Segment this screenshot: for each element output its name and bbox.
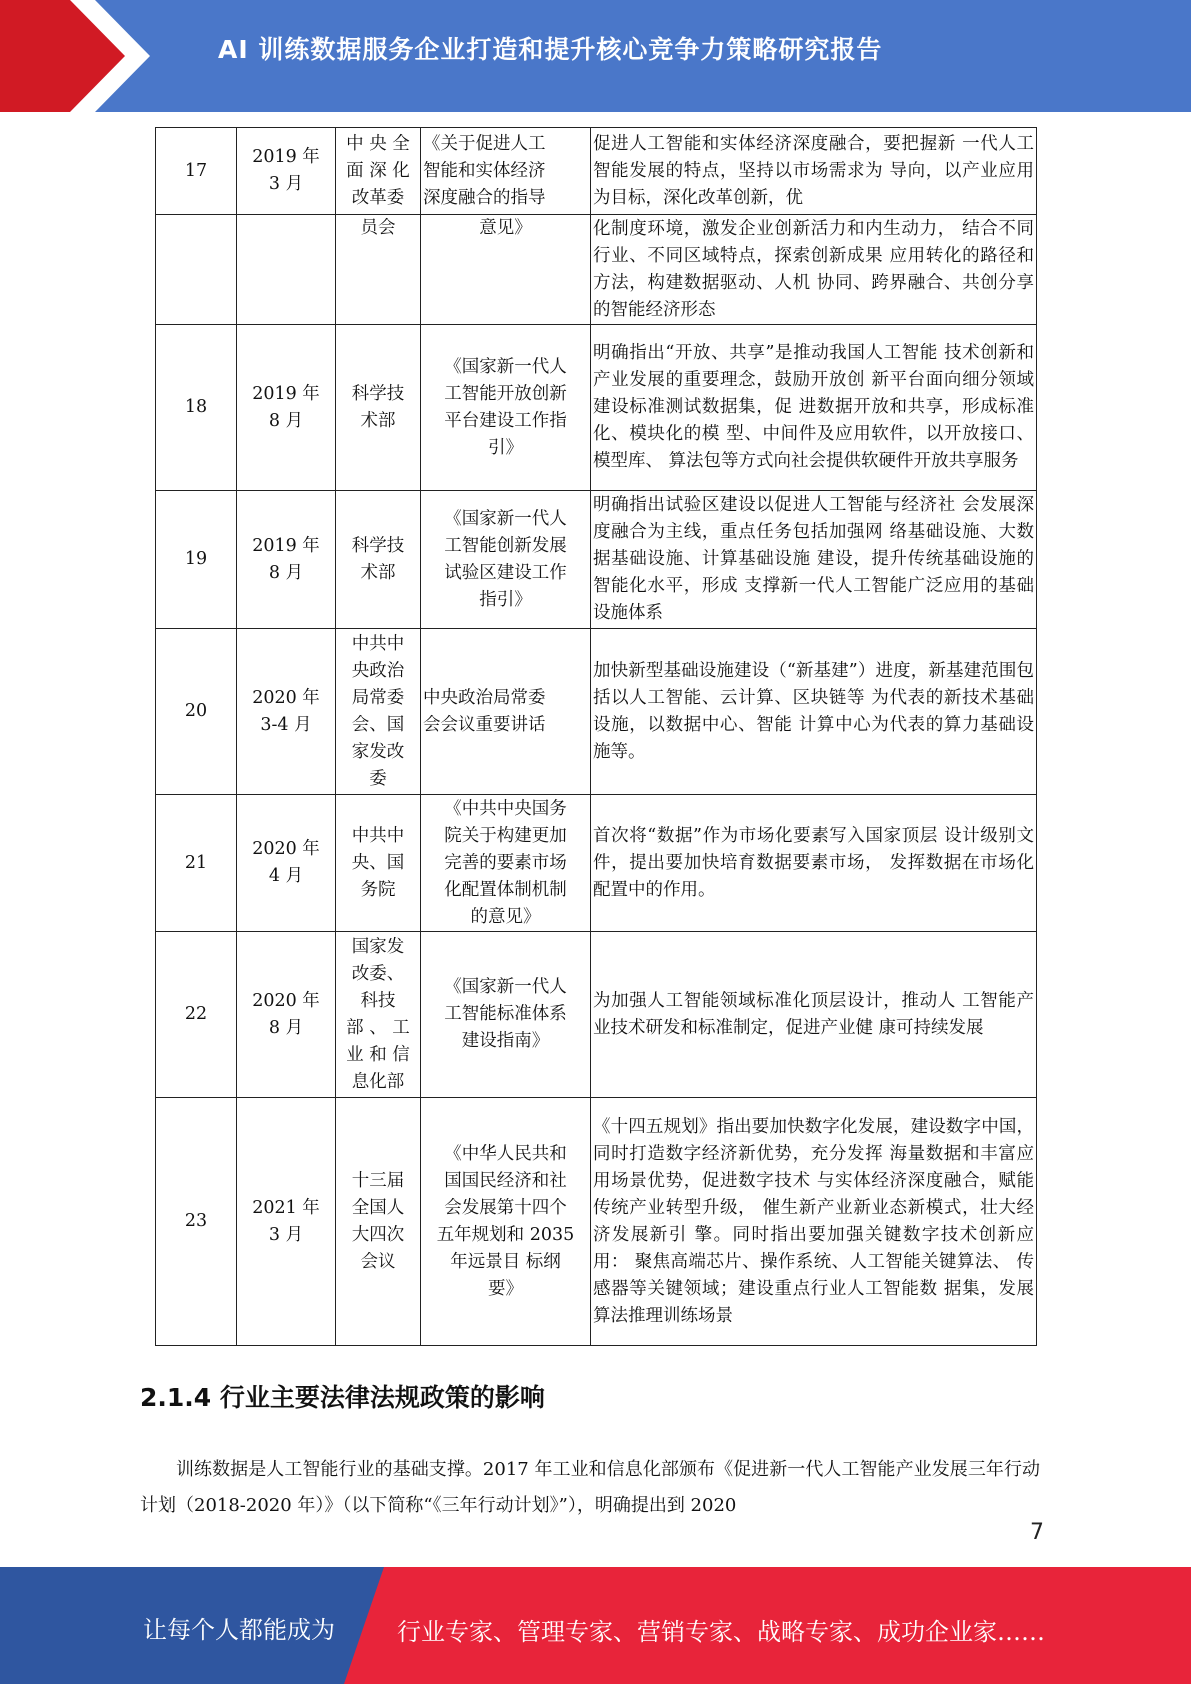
description-cell: 首次将“数据”作为市场化要素写入国家顶层 设计级别文件，提出要加快培育数据要素市场， 发挥数据在市场化配置中的作用。 <box>591 795 1037 932</box>
date-cell-line: 2019 年 <box>252 383 320 404</box>
row-number-cell: 18 <box>156 325 237 491</box>
department-cell-line: 息化部 <box>351 1071 405 1092</box>
document-cell-line: 工智能开放创新 <box>444 383 567 404</box>
date-cell-line: 3 月 <box>268 1224 304 1245</box>
department-cell-line: 国家发 <box>351 936 405 957</box>
department-cell-line: 科技 <box>360 990 396 1011</box>
department-cell-line: 会议 <box>360 1251 396 1272</box>
document-cell-line: 《国家新一代人 <box>444 977 567 997</box>
row-number-cell <box>156 215 237 325</box>
department-cell-line: 面 深 化 <box>346 160 410 181</box>
document-cell-line: 《关于促进人工 <box>423 133 546 154</box>
document-cell <box>421 795 591 932</box>
document-cell <box>421 491 591 629</box>
department-cell-line: 改革委 <box>351 187 405 208</box>
department-cell <box>336 325 421 491</box>
date-cell-line: 2020 年 <box>252 687 320 708</box>
description-cell: 化制度环境，激发企业创新活力和内生动力， 结合不同行业、不同区域特点，探索创新成果 应用转化的路径和方法，构建数据驱动、人机 协同、跨界融合、共创分享的智能经济形态 <box>591 215 1037 325</box>
row-number-cell: 19 <box>156 491 237 629</box>
department-cell-line: 部 、 工 <box>346 1017 410 1038</box>
department-cell-line: 委 <box>369 768 387 789</box>
department-cell <box>336 795 421 932</box>
description-cell: 促进人工智能和实体经济深度融合，要把握新 一代人工智能发展的特点，坚持以市场需求为 导向，以产业应用为目标，深化改革创新，优 <box>591 128 1037 215</box>
date-cell <box>237 325 336 491</box>
date-cell-line: 8 月 <box>268 562 304 583</box>
document-cell-line: 引》 <box>488 437 523 458</box>
department-cell-line: 央、国 <box>351 852 405 873</box>
table-row <box>156 491 1037 629</box>
description-cell: 《十四五规划》指出要加快数字化发展，建设数字中国，同时打造数字经济新优势，充分发挥 海量数据和丰富应用场景优势，促进数字技术 与实体经济深度融合，赋能传统产业转型升级， 催生新产业新业态新模式，壮大经济发展新引 擎。同时指出要加强关键数字技术创新应用： 聚焦高端芯片、操作系统、人工智能关键算法、 传感器等关键领域；建设重点行业人工智能数 据集，发展算法推理训练场景 <box>591 1098 1037 1346</box>
date-cell-line: 8 月 <box>268 410 304 431</box>
table-row <box>156 795 1037 932</box>
date-cell-line: 8 月 <box>268 1017 304 1038</box>
date-cell <box>237 491 336 629</box>
department-cell-line: 中 央 全 <box>346 133 410 154</box>
policy-table <box>155 127 1037 1346</box>
table-row <box>156 215 1037 325</box>
document-cell-line: 平台建设工作指 <box>444 410 567 431</box>
date-cell-line: 2020 年 <box>252 839 320 859</box>
date-cell <box>237 1098 336 1346</box>
department-cell-line: 局常委 <box>351 687 405 708</box>
document-cell-line: 智能和实体经济 <box>423 160 546 181</box>
document-cell-line: 院关于构建更加 <box>444 825 567 846</box>
department-cell-line: 大四次 <box>351 1224 405 1245</box>
document-cell <box>421 629 591 795</box>
department-cell <box>336 629 421 795</box>
document-cell-line: 《国家新一代人 <box>444 356 567 377</box>
document-cell-line: 指引》 <box>479 589 532 610</box>
date-cell-line: 2020 年 <box>252 990 320 1011</box>
department-cell-line: 会、国 <box>351 714 405 735</box>
header-red-chevron-icon <box>0 0 160 112</box>
document-cell-line: 《国家新一代人 <box>444 508 567 529</box>
department-cell <box>336 215 421 325</box>
document-cell-line: 工智能标准体系 <box>444 1004 567 1024</box>
department-cell-line: 科学技 <box>351 383 405 404</box>
row-number-cell: 21 <box>156 795 237 932</box>
document-cell-line: 会发展第十四个 <box>444 1197 567 1218</box>
section-heading: 2.1.4 行业主要法律法规政策的影响 <box>140 1383 545 1412</box>
row-number-cell: 23 <box>156 1098 237 1346</box>
document-cell-line: 深度融合的指导 <box>423 187 546 208</box>
date-cell-line: 3 月 <box>268 174 304 194</box>
description-cell: 明确指出试验区建设以促进人工智能与经济社 会发展深度融合为主线，重点任务包括加强网 络基础设施、大数据基础设施、计算基础设施 建设，提升传统基础设施的智能化水平，形成 支撑新一代人工智能广泛应用的基础设施体系 <box>591 491 1037 629</box>
date-cell <box>237 795 336 932</box>
date-cell <box>237 128 336 215</box>
footer-slogan-right: 行业专家、管理专家、营销专家、战略专家、成功企业家…… <box>397 1618 1045 1646</box>
document-cell-line: 工智能创新发展 <box>444 535 567 556</box>
document-cell-line: 完善的要素市场 <box>444 852 567 873</box>
document-cell <box>421 215 591 325</box>
document-cell-line: 会会议重要讲话 <box>423 714 546 735</box>
row-number-cell: 20 <box>156 629 237 795</box>
document-cell-line: 化配置体制机制 <box>444 879 567 900</box>
department-cell-line: 全国人 <box>351 1197 405 1218</box>
date-cell-line: 4 月 <box>268 866 304 886</box>
document-cell <box>421 1098 591 1346</box>
department-cell-line: 术部 <box>360 410 396 431</box>
document-cell <box>421 325 591 491</box>
date-cell-line: 3-4 月 <box>260 714 312 735</box>
table-row <box>156 629 1037 795</box>
document-cell-line: 中央政治局常委 <box>423 687 546 708</box>
description-cell: 明确指出“开放、共享”是推动我国人工智能 技术创新和产业发展的重要理念，鼓励开放创 新平台面向细分领域建设标准测试数据集，促 进数据开放和共享，形成标准化、模块化的模 型、中间件及应用软件，以开放接口、模型库、 算法包等方式向社会提供软硬件开放共享服务 <box>591 325 1037 491</box>
document-cell <box>421 932 591 1098</box>
department-cell <box>336 932 421 1098</box>
page-footer <box>0 1567 1191 1684</box>
department-cell <box>336 491 421 629</box>
department-cell-line: 中共中 <box>351 633 405 654</box>
document-cell-line: 的意见》 <box>470 906 541 927</box>
department-cell-line: 科学技 <box>351 535 405 556</box>
department-cell <box>336 1098 421 1346</box>
department-cell-line: 术部 <box>360 562 396 583</box>
table-row <box>156 1098 1037 1346</box>
row-number-cell: 17 <box>156 128 237 215</box>
date-cell-line: 2021 年 <box>252 1197 320 1218</box>
body-paragraph: 训练数据是人工智能行业的基础支撑。2017 年工业和信息化部颁布《促进新一代人工智能产业发展三年行动计划（2018-2020 年）》（以下简称“《三年行动计划》”），明确提出到 2020 <box>140 1459 1040 1516</box>
page-number: 7 <box>1030 1520 1044 1545</box>
table-row <box>156 325 1037 491</box>
table-row <box>156 932 1037 1098</box>
header-title: AI 训练数据服务企业打造和提升核心竞争力策略研究报告 <box>218 35 883 64</box>
document-cell <box>421 128 591 215</box>
date-cell-line: 2019 年 <box>252 147 320 167</box>
description-cell: 加快新型基础设施建设（“新基建”）进度，新基建范围包括以人工智能、云计算、区块链等 为代表的新技术基础设施，以数据中心、智能 计算中心为代表的算力基础设施等。 <box>591 629 1037 795</box>
department-cell-line: 十三届 <box>351 1170 405 1191</box>
department-cell-line: 改委、 <box>351 963 405 984</box>
department-cell-line: 中共中 <box>351 825 405 846</box>
date-cell-line: 2019 年 <box>252 535 320 556</box>
document-cell-line: 要》 <box>488 1278 523 1299</box>
document-cell-line: 国国民经济和社 <box>444 1170 567 1191</box>
department-cell-line: 员会 <box>360 218 396 238</box>
page-header <box>0 0 1191 112</box>
document-cell-line: 意见》 <box>479 218 532 238</box>
date-cell <box>237 215 336 325</box>
department-cell-line: 务院 <box>360 879 396 900</box>
date-cell <box>237 629 336 795</box>
department-cell-line: 家发改 <box>351 741 405 762</box>
table-row <box>156 128 1037 215</box>
document-cell-line: 《中共中央国务 <box>444 798 567 819</box>
description-cell: 为加强人工智能领域标准化顶层设计，推动人 工智能产业技术研发和标准制定，促进产业健 康可持续发展 <box>591 932 1037 1098</box>
footer-slogan-left: 让每个人都能成为 <box>143 1616 335 1644</box>
document-cell-line: 年远景目 标纲 <box>450 1251 561 1272</box>
row-number-cell: 22 <box>156 932 237 1098</box>
document-cell-line: 建设指南》 <box>461 1031 550 1051</box>
document-cell-line: 试验区建设工作 <box>444 562 567 583</box>
document-cell-line: 《中华人民共和 <box>444 1143 567 1164</box>
department-cell-line: 业 和 信 <box>346 1044 410 1065</box>
document-cell-line: 五年规划和 2035 <box>436 1224 575 1245</box>
department-cell <box>336 128 421 215</box>
department-cell-line: 央政治 <box>351 660 405 681</box>
date-cell <box>237 932 336 1098</box>
